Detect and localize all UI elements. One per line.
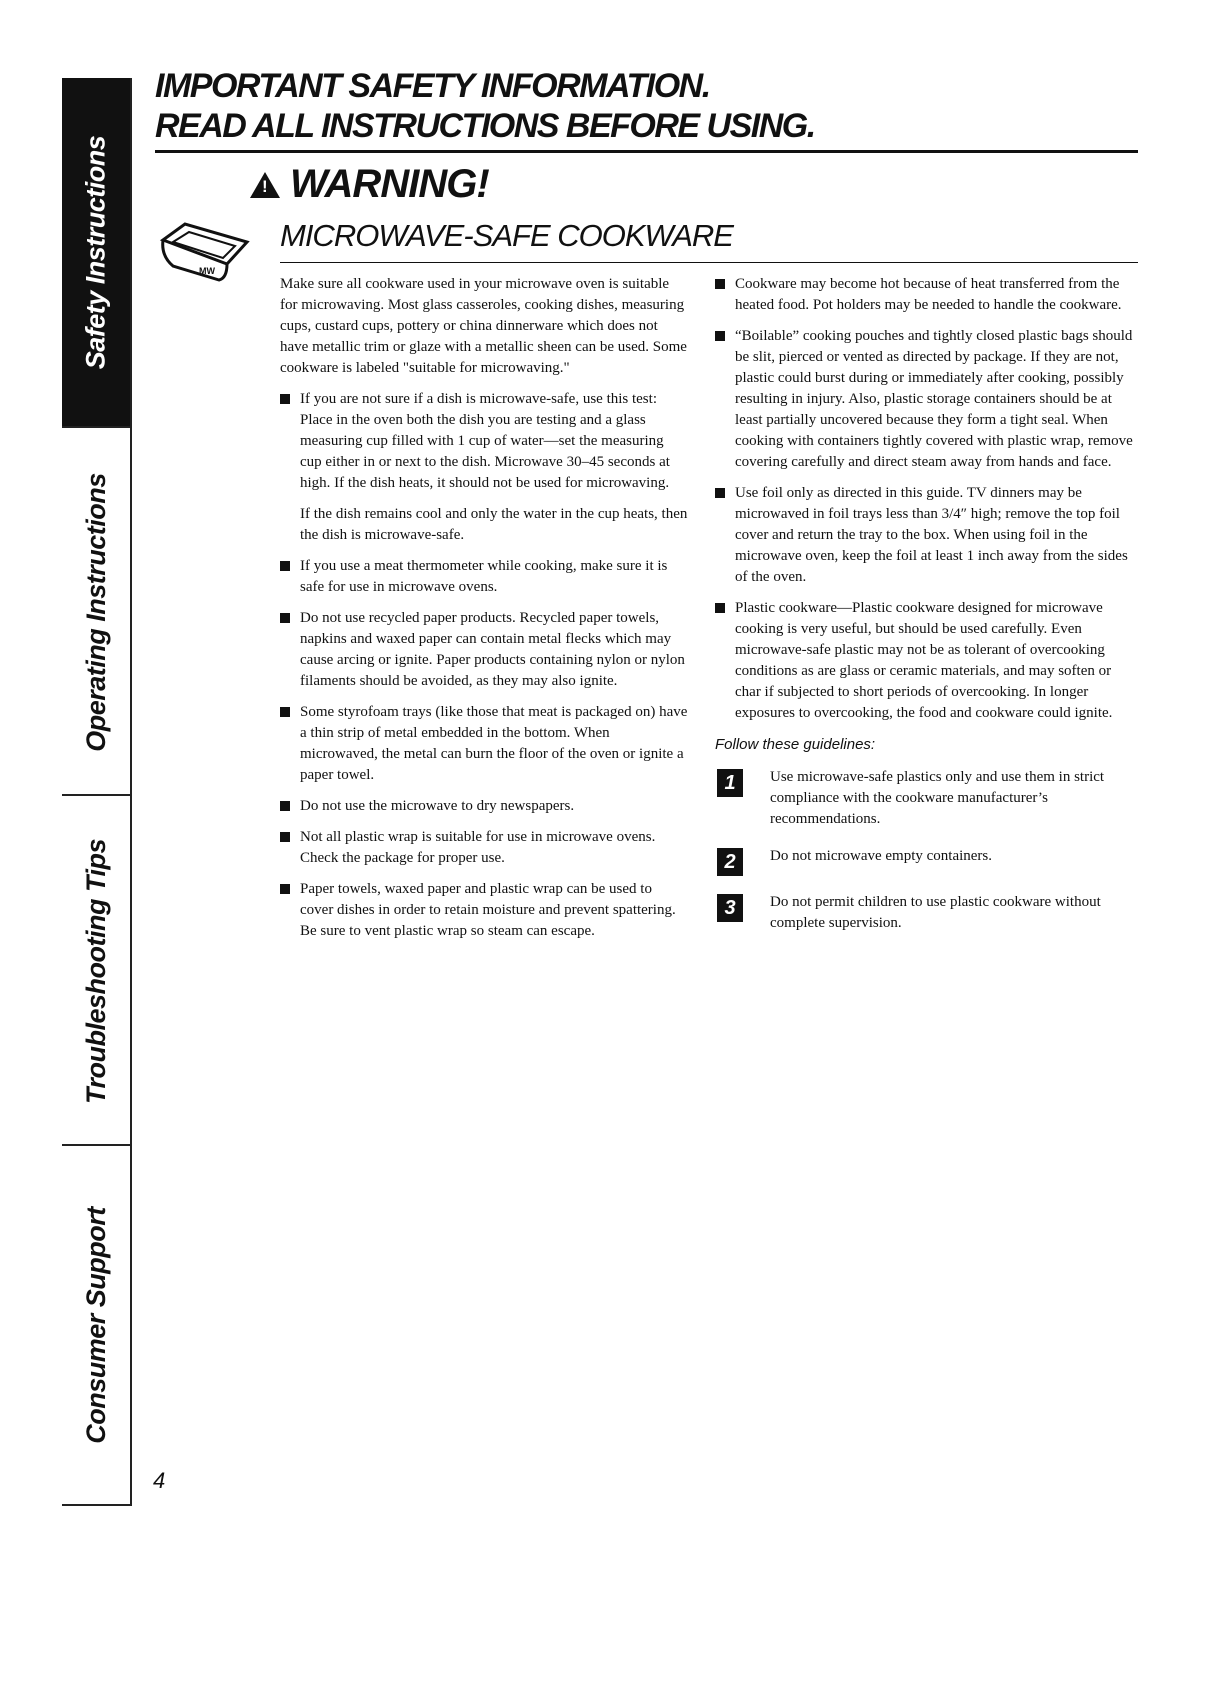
tab-consumer-support[interactable] bbox=[62, 1144, 130, 1504]
right-column bbox=[715, 274, 1138, 950]
tab-label: Consumer Support bbox=[80, 1206, 111, 1444]
section-divider bbox=[280, 262, 1138, 263]
tab-label: Operating Instructions bbox=[80, 472, 111, 752]
bullet-text: If you use a meat thermometer while cooking, make sure it is safe for use in microwave ovens. bbox=[300, 558, 668, 595]
bullet-text: Plastic cookware—Plastic cookware designed for microwave cooking is very useful, but should be used carefully. Even microwave-safe plastic may not be as tolerant of overcooking conditions as are glass or ceramic materials, and may soften or char if subjected to short periods of overcooking. In longer exposures to overcooking, the food and cookware could ignite. bbox=[735, 600, 1113, 721]
bullet-item bbox=[715, 483, 1138, 588]
bullet-square-icon bbox=[280, 884, 290, 894]
number-badge: 2 bbox=[717, 848, 743, 876]
number-badge: 1 bbox=[717, 769, 743, 797]
guideline-item bbox=[715, 767, 1138, 830]
guidelines-label: Follow these guidelines: bbox=[715, 736, 876, 753]
bullet-text: Do not use the microwave to dry newspapers. bbox=[300, 798, 575, 814]
bullet-text: Do not use recycled paper products. Recycled paper towels, napkins and waxed paper can contain metal flecks which may cause arcing or ignite. Paper products containing nylon or nylon filaments should be avoided, as they may also ignite. bbox=[300, 610, 685, 689]
bullet-text: Not all plastic wrap is suitable for use in microwave ovens. Check the package for proper use. bbox=[300, 829, 656, 866]
bullet-item bbox=[280, 389, 688, 494]
cookware-icon-label: MW bbox=[199, 266, 215, 276]
bullet-item bbox=[280, 879, 688, 942]
bullet-square-icon bbox=[715, 331, 725, 341]
bullet-square-icon bbox=[280, 832, 290, 842]
warning-title: WARNING! bbox=[290, 162, 489, 206]
bullet-item bbox=[280, 827, 688, 869]
bullet-text: Some styrofoam trays (like those that meat is packaged on) have a thin strip of metal embedded in the bottom. When microwaved, the metal can burn the floor of the oven or ignite a paper towel. bbox=[300, 704, 688, 783]
bullet-text: If you are not sure if a dish is microwave-safe, use this test: Place in the oven both the dish you are testing and a glass measuring cup filled with 1 cup of water—set the measuring cup either in or next to the dish. Microwave 30–45 seconds at high. If the dish heats, it should not be used for microwaving. bbox=[300, 391, 670, 491]
bullet-item bbox=[715, 326, 1138, 473]
page-header bbox=[155, 66, 1140, 146]
sidebar-bottom-rule bbox=[62, 1504, 132, 1506]
bullet-item bbox=[280, 796, 688, 817]
bullet-item bbox=[715, 598, 1138, 724]
guideline-text: Do not permit children to use plastic cookware without complete supervision. bbox=[770, 894, 1101, 931]
warning-triangle-icon bbox=[250, 172, 280, 198]
bullet-text: Use foil only as directed in this guide. TV dinners may be microwaved in foil trays less than 3/4″ high; remove the top foil cover and return the tray to the box. When using foil in the microwave oven, keep the foil at least 1 inch away from the sides of the oven. bbox=[735, 485, 1128, 585]
bullet-text: “Boilable” cooking pouches and tightly closed plastic bags should be slit, pierced or vented as directed by package. If they are not, plastic could burst during or immediately after cooking, possibly resulting in injury. Also, plastic storage containers should be at least partially uncovered because they form a tight seal. When cooking with containers tightly covered with plastic wrap, remove covering carefully and direct steam away from hands and face. bbox=[735, 328, 1133, 470]
tab-troubleshooting-tips[interactable] bbox=[62, 794, 130, 1146]
guideline-item bbox=[715, 846, 1138, 876]
bullet-square-icon bbox=[715, 279, 725, 289]
bullet-item bbox=[280, 702, 688, 786]
bullet-square-icon bbox=[280, 801, 290, 811]
bullet-square-icon bbox=[280, 394, 290, 404]
tab-label: Troubleshooting Tips bbox=[80, 838, 111, 1104]
bullet-item bbox=[280, 608, 688, 692]
number-badge: 3 bbox=[717, 894, 743, 922]
bullet-square-icon bbox=[280, 707, 290, 717]
bullet-item bbox=[715, 274, 1138, 316]
section-title: MICROWAVE-SAFE COOKWARE bbox=[280, 218, 733, 253]
bullet-square-icon bbox=[715, 603, 725, 613]
bullet-square-icon bbox=[280, 561, 290, 571]
bullet-square-icon bbox=[280, 613, 290, 623]
bullet-text: Paper towels, waxed paper and plastic wrap can be used to cover dishes in order to retain moisture and prevent spattering. Be sure to vent plastic wrap so steam can escape. bbox=[300, 881, 676, 939]
warning-heading bbox=[250, 162, 489, 207]
tab-safety-instructions[interactable] bbox=[62, 78, 130, 426]
page-number: 4 bbox=[153, 1468, 166, 1493]
header-line-2: READ ALL INSTRUCTIONS BEFORE USING. bbox=[155, 107, 815, 145]
header-line-1: IMPORTANT SAFETY INFORMATION. bbox=[155, 67, 710, 105]
bullet-item bbox=[280, 556, 688, 598]
header-divider bbox=[155, 150, 1138, 153]
guideline-text: Do not microwave empty containers. bbox=[770, 848, 993, 864]
sidebar-tabs bbox=[62, 78, 132, 1504]
left-column bbox=[280, 274, 688, 952]
guideline-item bbox=[715, 892, 1138, 934]
cookware-dish-icon bbox=[155, 212, 255, 292]
tab-operating-instructions[interactable] bbox=[62, 426, 130, 796]
guideline-text: Use microwave-safe plastics only and use them in strict compliance with the cookware manufacturer’s recommendations. bbox=[770, 769, 1105, 827]
tab-label: Safety Instructions bbox=[80, 135, 111, 369]
intro-paragraph: Make sure all cookware used in your microwave oven is suitable for microwaving. Most glass casseroles, cooking dishes, measuring cups, custard cups, pottery or china dinnerware which does not have metallic trim or glaze with a metallic sheen can be used. Some cookware is labeled "suitable for microwaving." bbox=[280, 276, 687, 376]
bullet-followup: If the dish remains cool and only the water in the cup heats, then the dish is microwave-safe. bbox=[300, 506, 688, 543]
bullet-text: Cookware may become hot because of heat transferred from the heated food. Pot holders may be needed to handle the cookware. bbox=[735, 276, 1122, 313]
bullet-square-icon bbox=[715, 488, 725, 498]
